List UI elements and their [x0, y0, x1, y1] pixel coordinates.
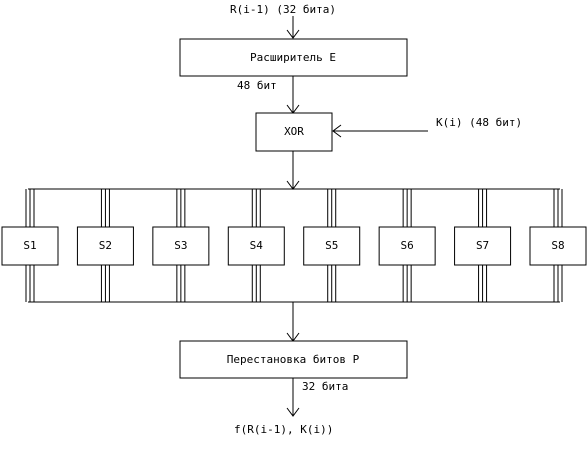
sbox-2: [77, 189, 133, 302]
permutation-output-label: 32 бита: [302, 380, 349, 393]
sbox-6: [379, 189, 435, 302]
sbox-group: [2, 189, 586, 302]
expander-output-label: 48 бит: [237, 79, 277, 92]
sbox-8: [530, 189, 586, 302]
sbox-5: [304, 189, 360, 302]
sbox-label: S5: [325, 239, 339, 252]
sbox-label: S1: [23, 239, 37, 252]
sbox-label: S8: [551, 239, 565, 252]
input-label: R(i-1) (32 бита): [230, 3, 336, 16]
sbox-3: [153, 189, 209, 302]
sbox-label: S2: [98, 239, 113, 252]
expander-label: Расширитель E: [249, 51, 337, 64]
xor-label: XOR: [284, 125, 304, 138]
permutation-label: Перестановка битов P: [226, 353, 360, 366]
key-label: K(i) (48 бит): [436, 116, 523, 129]
sbox-7: [455, 189, 511, 302]
sbox-label: S7: [475, 239, 490, 252]
sbox-label: S3: [174, 239, 188, 252]
sbox-1: [2, 189, 58, 302]
sbox-4: [228, 189, 284, 302]
sbox-label: S4: [249, 239, 263, 252]
output-label: f(R(i-1), K(i)): [234, 423, 334, 436]
sbox-label: S6: [400, 239, 414, 252]
